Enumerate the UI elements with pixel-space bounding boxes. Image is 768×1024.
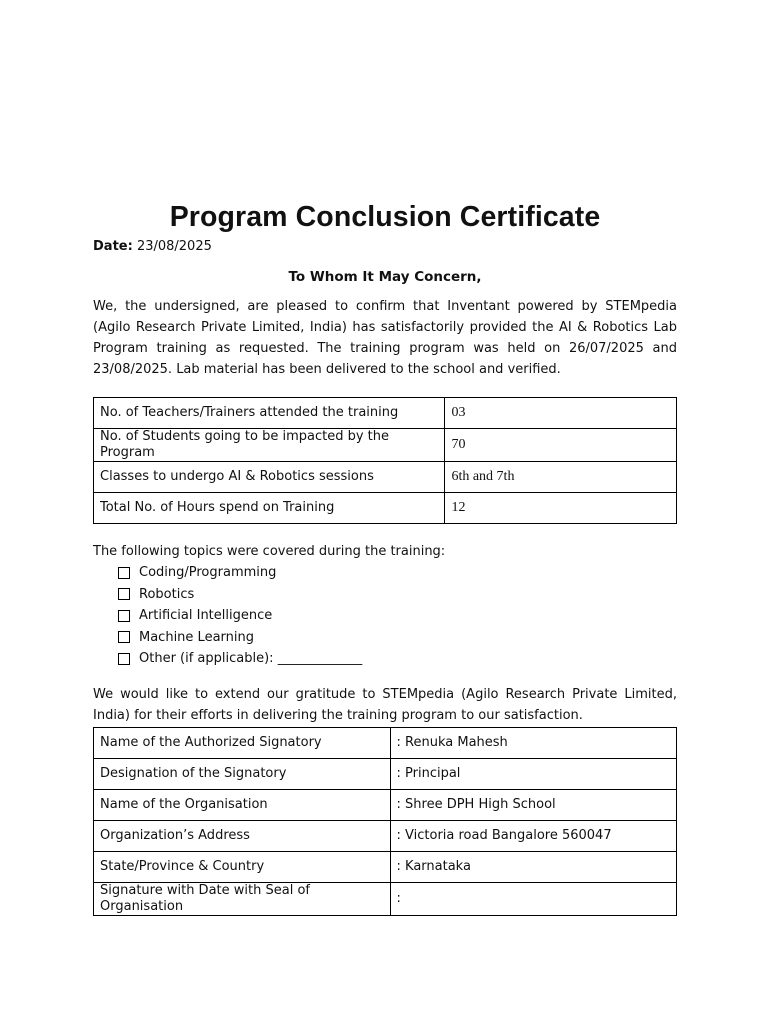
table-row bbox=[94, 820, 677, 851]
table-row bbox=[94, 398, 677, 429]
topics-list bbox=[93, 562, 677, 670]
row-value: : Karnataka bbox=[390, 851, 676, 882]
row-label: Classes to undergo AI & Robotics sessions bbox=[94, 462, 445, 493]
row-value: : Shree DPH High School bbox=[390, 789, 676, 820]
list-item bbox=[118, 648, 677, 670]
salutation: To Whom It May Concern, bbox=[288, 269, 482, 285]
checkbox[interactable] bbox=[118, 588, 130, 600]
topic-label: Machine Learning bbox=[139, 629, 254, 645]
row-label: No. of Teachers/Trainers attended the training bbox=[94, 398, 445, 429]
row-label: No. of Students going to be impacted by the Program bbox=[94, 429, 445, 462]
row-label: Organization’s Address bbox=[94, 820, 391, 851]
topic-label: Robotics bbox=[139, 586, 195, 602]
checkbox[interactable] bbox=[118, 610, 130, 622]
row-label: Name of the Authorized Signatory bbox=[94, 727, 391, 758]
row-value: : bbox=[390, 882, 676, 915]
table-row bbox=[94, 493, 677, 524]
row-value: 70 bbox=[445, 429, 677, 462]
date-line bbox=[93, 238, 677, 256]
table-row bbox=[94, 882, 677, 915]
topic-label: Other (if applicable): _____________ bbox=[139, 651, 363, 666]
list-item bbox=[118, 562, 677, 584]
table-row bbox=[94, 789, 677, 820]
gratitude-paragraph: We would like to extend our gratitude to STEMpedia (Agilo Research Private Limited, India) for their efforts in delivering the training program to our satisfaction. bbox=[93, 686, 677, 723]
row-label: Total No. of Hours spend on Training bbox=[94, 493, 445, 524]
topic-label: Coding/Programming bbox=[139, 565, 277, 580]
date-label: Date: bbox=[93, 239, 133, 254]
row-value: 6th and 7th bbox=[445, 462, 677, 493]
list-item bbox=[118, 605, 677, 627]
page-title: Program Conclusion Certificate bbox=[169, 201, 601, 233]
row-label: State/Province & Country bbox=[94, 851, 391, 882]
signatory-table bbox=[93, 727, 677, 916]
row-label: Signature with Date with Seal of Organisation bbox=[94, 882, 391, 915]
topic-label: Artificial Intelligence bbox=[139, 608, 273, 623]
table-row bbox=[94, 429, 677, 462]
row-label: Name of the Organisation bbox=[94, 789, 391, 820]
row-value: : Principal bbox=[390, 758, 676, 789]
date-value: 23/08/2025 bbox=[136, 239, 212, 254]
checkbox[interactable] bbox=[118, 653, 130, 665]
list-item bbox=[118, 627, 677, 649]
row-label: Designation of the Signatory bbox=[94, 758, 391, 789]
row-value: : Victoria road Bangalore 560047 bbox=[390, 820, 676, 851]
row-value: : Renuka Mahesh bbox=[390, 727, 676, 758]
checkbox[interactable] bbox=[118, 631, 130, 643]
intro-paragraph: We, the undersigned, are pleased to confirm that Inventant powered by STEMpedia (Agilo Research Private Limited, India) has satisfactorily provided the AI & Robotics Lab Program training as requested. The training program was held on 26/07/2025 and 23/08/2025. Lab material has been delivered to the school and verified. bbox=[93, 299, 677, 377]
checkbox[interactable] bbox=[118, 567, 130, 579]
topics-intro: The following topics were covered during the training: bbox=[93, 544, 446, 559]
list-item bbox=[118, 584, 677, 606]
table-row bbox=[94, 462, 677, 493]
row-value: 12 bbox=[445, 493, 677, 524]
table-row bbox=[94, 851, 677, 882]
table-row bbox=[94, 727, 677, 758]
certificate-page bbox=[93, 200, 677, 916]
table-row bbox=[94, 758, 677, 789]
row-value: 03 bbox=[445, 398, 677, 429]
training-details-table bbox=[93, 397, 677, 524]
